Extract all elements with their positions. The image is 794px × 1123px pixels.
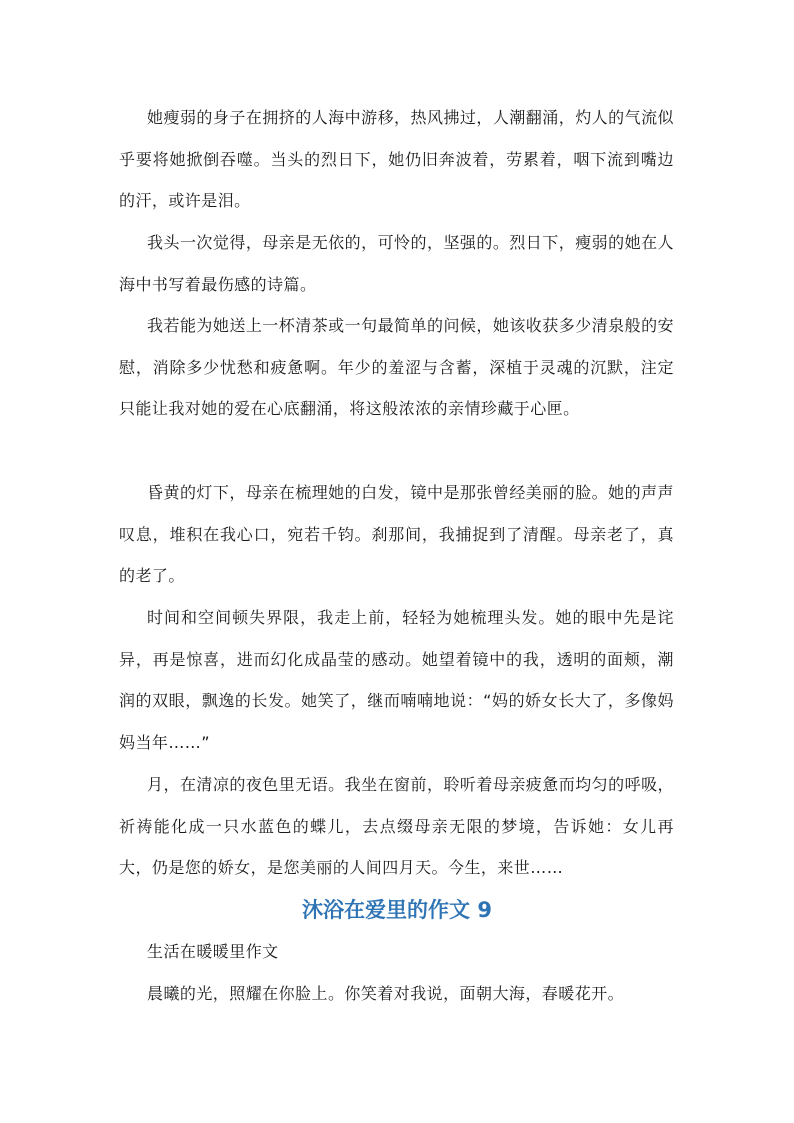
paragraph-1: 她瘦弱的身子在拥挤的人海中游移，热风拂过，人潮翻涌，灼人的气流似乎要将她掀倒吞噬。当头的烈日下，她仍旧奔波着，劳累着，咽下流到嘴边的汗，或许是泪。 [119, 108, 674, 210]
section-heading: 沐浴在爱里的作文 9 [302, 898, 492, 922]
paragraph-4: 昏黄的灯下，母亲在梳理她的白发，镜中是那张曾经美丽的脸。她的声声叹息，堆积在我心口，宛若千钧。刹那间，我捕捉到了清醒。母亲老了，真的老了。 [119, 483, 674, 585]
paragraph-7: 生活在暖暖里作文 [147, 942, 279, 961]
paragraph-6: 月，在清凉的夜色里无语。我坐在窗前，聆听着母亲疲惫而均匀的呼吸，祈祷能化成一只水蓝色的蝶儿，去点缀母亲无限的梦境，告诉她：女儿再大，仍是您的娇女，是您美丽的人间四月天。今生，来世…… [119, 775, 674, 877]
paragraph-8: 晨曦的光，照耀在你脸上。你笑着对我说，面朝大海，春暖花开。 [147, 984, 625, 1003]
paragraph-5: 时间和空间顿失界限，我走上前，轻轻为她梳理头发。她的眼中先是诧异，再是惊喜，进而幻化成晶莹的感动。她望着镜中的我，透明的面颊，潮润的双眼，飘逸的长发。她笑了，继而喃喃地说：“妈的娇女长大了，多像妈妈当年……” [119, 608, 674, 752]
paragraph-2: 我头一次觉得，母亲是无依的，可怜的，坚强的。烈日下，瘦弱的她在人海中书写着最伤感的诗篇。 [119, 233, 674, 294]
paragraph-3: 我若能为她送上一杯清茶或一句最简单的问候，她该收获多少清泉般的安慰，消除多少忧愁和疲惫啊。年少的羞涩与含蓄，深植于灵魂的沉默，注定只能让我对她的爱在心底翻涌，将这般浓浓的亲情珍藏于心匣。 [119, 316, 674, 418]
